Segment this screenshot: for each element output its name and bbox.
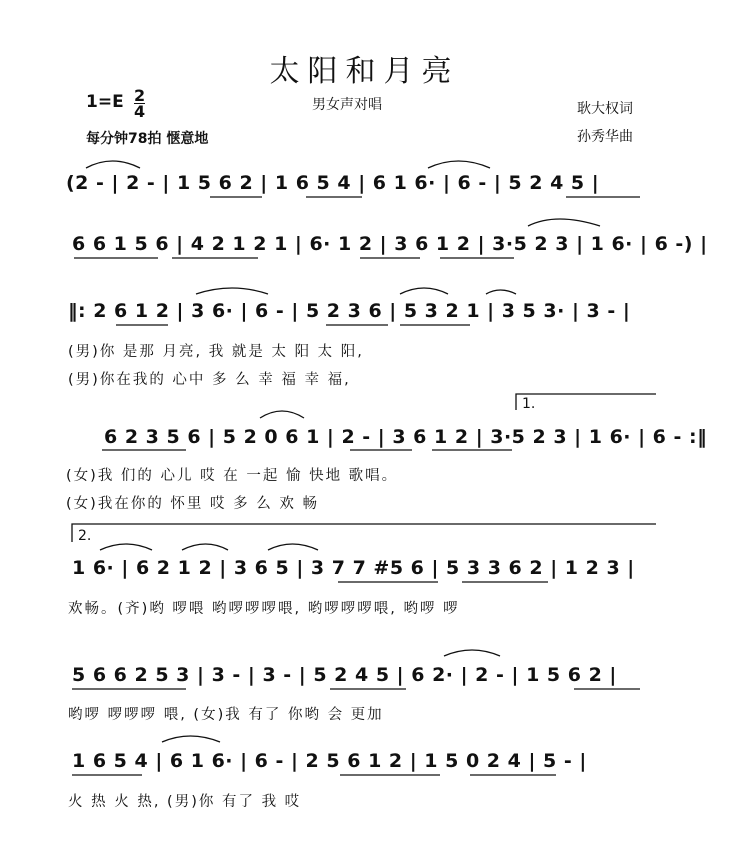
time-denominator: 4 (134, 102, 146, 121)
lyricist-credit: 耿大权词 (577, 101, 633, 117)
slur-mark (486, 290, 516, 294)
composer-credit: 孙秀华曲 (577, 129, 633, 145)
lyric-row-4-verse-1: (女)我 们的 心儿 哎 在 一起 愉 快地 歌唱。 (66, 468, 399, 484)
slur-mark (86, 161, 140, 168)
time-signature (134, 88, 145, 119)
volta-1-label: 1. (522, 396, 536, 412)
key-signature: 1=E (86, 92, 124, 112)
slur-mark (100, 544, 152, 550)
notation-row-7: 1 6 5 4 | 6 1 6· | 6 - | 2 5 6 1 2 | 1 5 0 2 4 | 5 - | (72, 750, 587, 772)
song-title: 太阳和月亮 (269, 54, 460, 89)
lyric-row-5: 欢畅。(齐)哟 啰喂 哟啰啰啰喂, 哟啰啰啰喂, 哟啰 啰 (68, 601, 460, 617)
tempo-marking: 每分钟78拍 惬意地 (86, 131, 209, 147)
notation-row-1: (2 - | 2 - | 1 5 6 2 | 1 6 5 4 | 6 1 6· | 6 - | 5 2 4 5 | (66, 172, 600, 194)
lyric-row-7: 火 热 火 热, (男)你 有了 我 哎 (68, 794, 302, 810)
time-numerator: 2 (134, 86, 146, 105)
slur-mark (428, 161, 490, 168)
notation-row-6: 5 6 6 2 5 3 | 3 - | 3 - | 5 2 4 5 | 6 2· | 2 - | 1 5 6 2 | (72, 664, 617, 686)
lyric-row-4-verse-2: (女)我在你的 怀里 哎 多 么 欢 畅 (66, 496, 319, 512)
volta-2-label: 2. (78, 528, 92, 544)
lyric-row-6: 哟啰 啰啰啰 喂, (女)我 有了 你哟 会 更加 (68, 707, 384, 723)
lyric-row-3-verse-2: (男)你在我的 心中 多 么 幸 福 幸 福, (68, 372, 351, 388)
notation-row-4: 6 2 3 5 6 | 5 2 0 6 1 | 2 - | 3 6 1 2 | 3·5 2 3 | 1 6· | 6 - :‖ (104, 426, 708, 448)
slur-mark (528, 219, 600, 226)
slur-mark (400, 288, 448, 294)
slur-mark (162, 736, 220, 742)
volta-bracket-1 (516, 394, 656, 410)
volta-bracket-2 (72, 524, 656, 542)
notation-row-5: 1 6· | 6 2 1 2 | 3 6 5 | 3 7 7 #5 6 | 5 3 3 6 2 | 1 2 3 | (72, 557, 635, 579)
slur-mark (260, 411, 304, 418)
slur-mark (268, 544, 318, 550)
notation-row-2: 6 6 1 5 6 | 4 2 1 2 1 | 6· 1 2 | 3 6 1 2 | 3·5 2 3 | 1 6· | 6 -) | (72, 233, 708, 255)
song-subtitle: 男女声对唱 (312, 97, 382, 113)
notation-row-3: ‖: 2 6 1 2 | 3 6· | 6 - | 5 2 3 6 | 5 3 2 1 | 3 5 3· | 3 - | (68, 300, 631, 322)
slur-mark (196, 288, 268, 294)
slur-mark (444, 650, 500, 656)
slur-mark (182, 544, 228, 550)
lyric-row-3-verse-1: (男)你 是那 月亮, 我 就是 太 阳 太 阳, (68, 344, 364, 360)
